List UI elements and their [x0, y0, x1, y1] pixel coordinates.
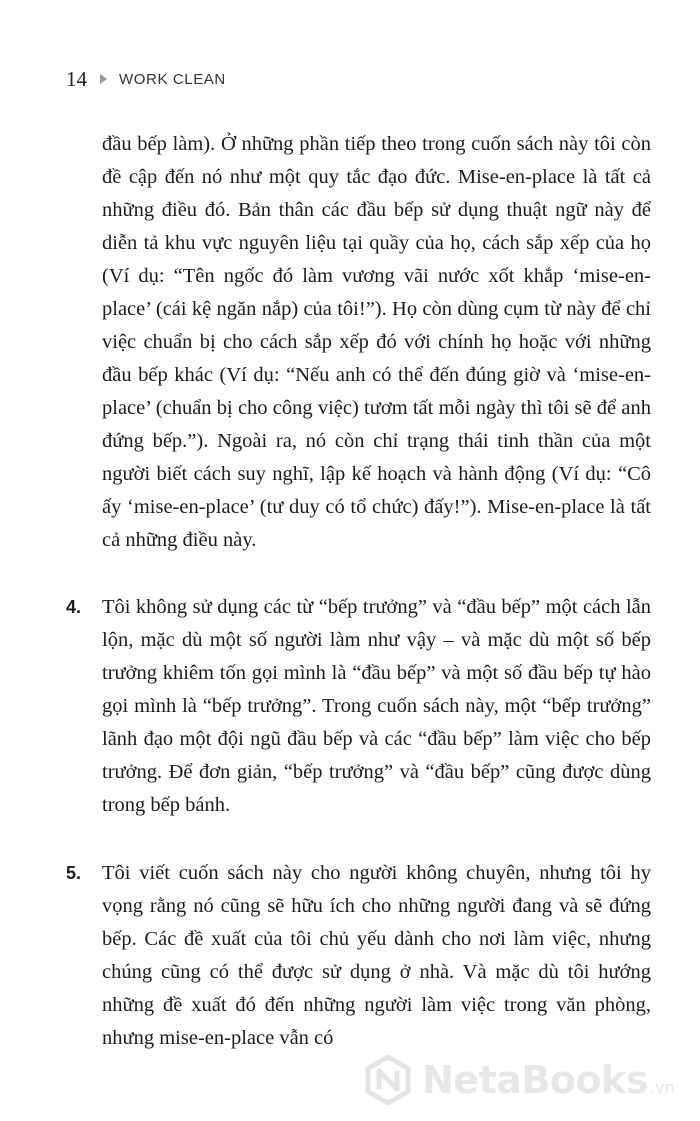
book-title: WORK CLEAN	[119, 70, 226, 88]
watermark	[362, 1050, 675, 1110]
running-head	[66, 64, 226, 94]
netabooks-logo-icon	[362, 1054, 414, 1106]
list-item-number: 4.	[66, 597, 82, 617]
watermark-suffix: .vn	[649, 1077, 675, 1097]
triangle-arrow-icon	[100, 74, 107, 84]
continued-paragraph: đầu bếp làm). Ở những phần tiếp theo trong cuốn sách này tôi còn đề cập đến nó như một quy tắc đạo đức. Mise-en-place là tất cả những điều đó. Bản thân các đầu bếp sử dụng thuật ngữ này để diễn tả khu vực nguyên liệu tại quầy của họ, cách sắp xếp của họ (Ví dụ: “Tên ngốc đó làm vương vãi nước xốt khắp ‘mise-en-place’ (cái kệ ngăn nắp) của tôi!”). Họ còn dùng cụm từ này để chỉ việc chuẩn bị cho cách sắp xếp đó với chính họ hoặc với những đầu bếp khác (Ví dụ: “Nếu anh có thể đến đúng giờ và ‘mise-en-place’ (chuẩn bị cho công việc) tươm tất mỗi ngày thì tôi sẽ để anh đứng bếp.”). Ngoài ra, nó còn chỉ trạng thái tinh thần của một người biết cách suy nghĩ, lập kế hoạch và hành động (Ví dụ: “Cô ấy ‘mise-en-place’ (tư duy có tổ chức) đấy!”). Mise-en-place là tất cả những điều này.	[102, 133, 651, 551]
list-item-number: 5.	[66, 863, 82, 883]
page-number: 14	[66, 66, 87, 91]
list-item-text: Tôi viết cuốn sách này cho người không chuyên, nhưng tôi hy vọng rằng nó cũng sẽ hữu ích cho những người đang và sẽ đứng bếp. Các đề xuất của tôi chủ yếu dành cho nơi làm việc, nhưng chúng cũng có thể được sử dụng ở nhà. Và mặc dù tôi hướng những đề xuất đó đến những người làm việc trong văn phòng, nhưng mise-en-place vẫn có	[102, 862, 651, 1049]
list-item-text: Tôi không sử dụng các từ “bếp trưởng” và “đầu bếp” một cách lẫn lộn, mặc dù một số người làm như vậy – và mặc dù một số bếp trưởng khiêm tốn gọi mình là “đầu bếp” và một số đầu bếp tự hào gọi mình là “bếp trưởng”. Trong cuốn sách này, một “bếp trưởng” lãnh đạo một đội ngũ đầu bếp và các “đầu bếp” làm việc cho bếp trưởng. Để đơn giản, “bếp trưởng” và “đầu bếp” cũng được dùng trong bếp bánh.	[102, 596, 651, 816]
watermark-brand: NetaBooks	[422, 1058, 648, 1102]
